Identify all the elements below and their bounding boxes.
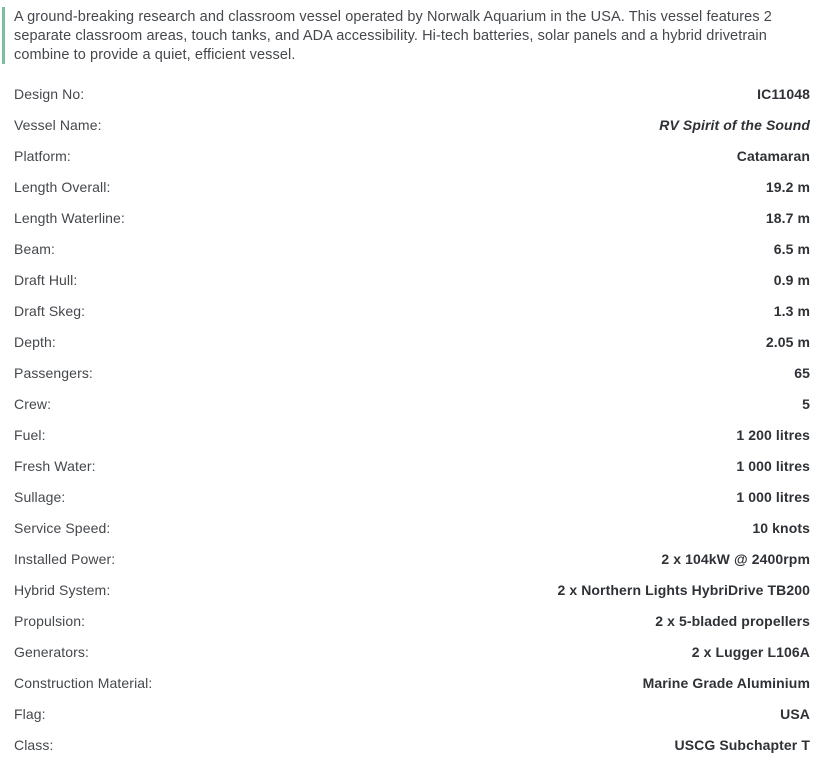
table-row (0, 636, 830, 667)
spec-table (0, 78, 830, 760)
spec-value: 2 x 5-bladed propellers (655, 612, 810, 629)
spec-label: Length Overall: (14, 178, 111, 195)
table-row (0, 729, 830, 760)
spec-label: Platform: (14, 147, 71, 164)
table-row (0, 326, 830, 357)
spec-label: Beam: (14, 240, 55, 257)
spec-label: Installed Power: (14, 550, 116, 567)
table-row (0, 450, 830, 481)
table-row (0, 357, 830, 388)
spec-label: Depth: (14, 333, 56, 350)
spec-value: 1.3 m (773, 302, 810, 319)
vessel-description-section (0, 0, 830, 65)
spec-label: Construction Material: (14, 674, 153, 691)
table-row (0, 419, 830, 450)
spec-label: Fresh Water: (14, 457, 96, 474)
table-row (0, 264, 830, 295)
table-row (0, 171, 830, 202)
spec-label: Crew: (14, 395, 52, 412)
table-row (0, 605, 830, 636)
table-row (0, 388, 830, 419)
spec-value: 1 200 litres (736, 426, 810, 443)
spec-label: Draft Hull: (14, 271, 78, 288)
table-row (0, 667, 830, 698)
table-row (0, 78, 830, 109)
accent-bar (2, 7, 5, 64)
spec-label: Passengers: (14, 364, 93, 381)
spec-value: 2.05 m (765, 333, 810, 350)
table-row (0, 481, 830, 512)
spec-value: 18.7 m (765, 209, 810, 226)
spec-value: 1 000 litres (736, 488, 810, 505)
spec-value: 65 (794, 364, 810, 381)
spec-label: Class: (14, 736, 54, 753)
spec-label: Hybrid System: (14, 581, 111, 598)
spec-label: Design No: (14, 85, 85, 102)
spec-value: 19.2 m (765, 178, 810, 195)
spec-value: 2 x 104kW @ 2400rpm (661, 550, 810, 567)
table-row (0, 512, 830, 543)
spec-value: 5 (802, 395, 810, 412)
table-row (0, 140, 830, 171)
spec-label: Vessel Name: (14, 116, 102, 133)
table-row (0, 295, 830, 326)
table-row (0, 698, 830, 729)
spec-label: Sullage: (14, 488, 66, 505)
spec-value: USCG Subchapter T (674, 736, 810, 753)
spec-value: 1 000 litres (736, 457, 810, 474)
spec-value: 2 x Northern Lights HybriDrive TB200 (557, 581, 810, 598)
table-row (0, 543, 830, 574)
table-row (0, 233, 830, 264)
spec-label: Length Waterline: (14, 209, 125, 226)
spec-value: 2 x Lugger L106A (691, 643, 810, 660)
table-row (0, 202, 830, 233)
spec-value: RV Spirit of the Sound (659, 116, 810, 133)
table-row (0, 574, 830, 605)
spec-label: Draft Skeg: (14, 302, 86, 319)
spec-label: Propulsion: (14, 612, 86, 629)
spec-label: Service Speed: (14, 519, 111, 536)
spec-label: Fuel: (14, 426, 46, 443)
spec-label: Generators: (14, 643, 90, 660)
spec-value: USA (780, 705, 810, 722)
spec-value: Marine Grade Aluminium (642, 674, 810, 691)
spec-value: 10 knots (752, 519, 810, 536)
spec-value: 0.9 m (773, 271, 810, 288)
table-row (0, 109, 830, 140)
vessel-description: A ground-breaking research and classroom vessel operated by Norwalk Aquarium in the USA. This vessel features 2 separate classroom areas, touch tanks, and ADA accessibility. Hi-tech batteries, solar panels and a hybrid drivetrain combine to provide a quiet, efficient vessel. (14, 9, 772, 63)
spec-value: 6.5 m (773, 240, 810, 257)
spec-label: Flag: (14, 705, 46, 722)
spec-value: Catamaran (736, 147, 810, 164)
spec-value: IC11048 (757, 85, 810, 102)
